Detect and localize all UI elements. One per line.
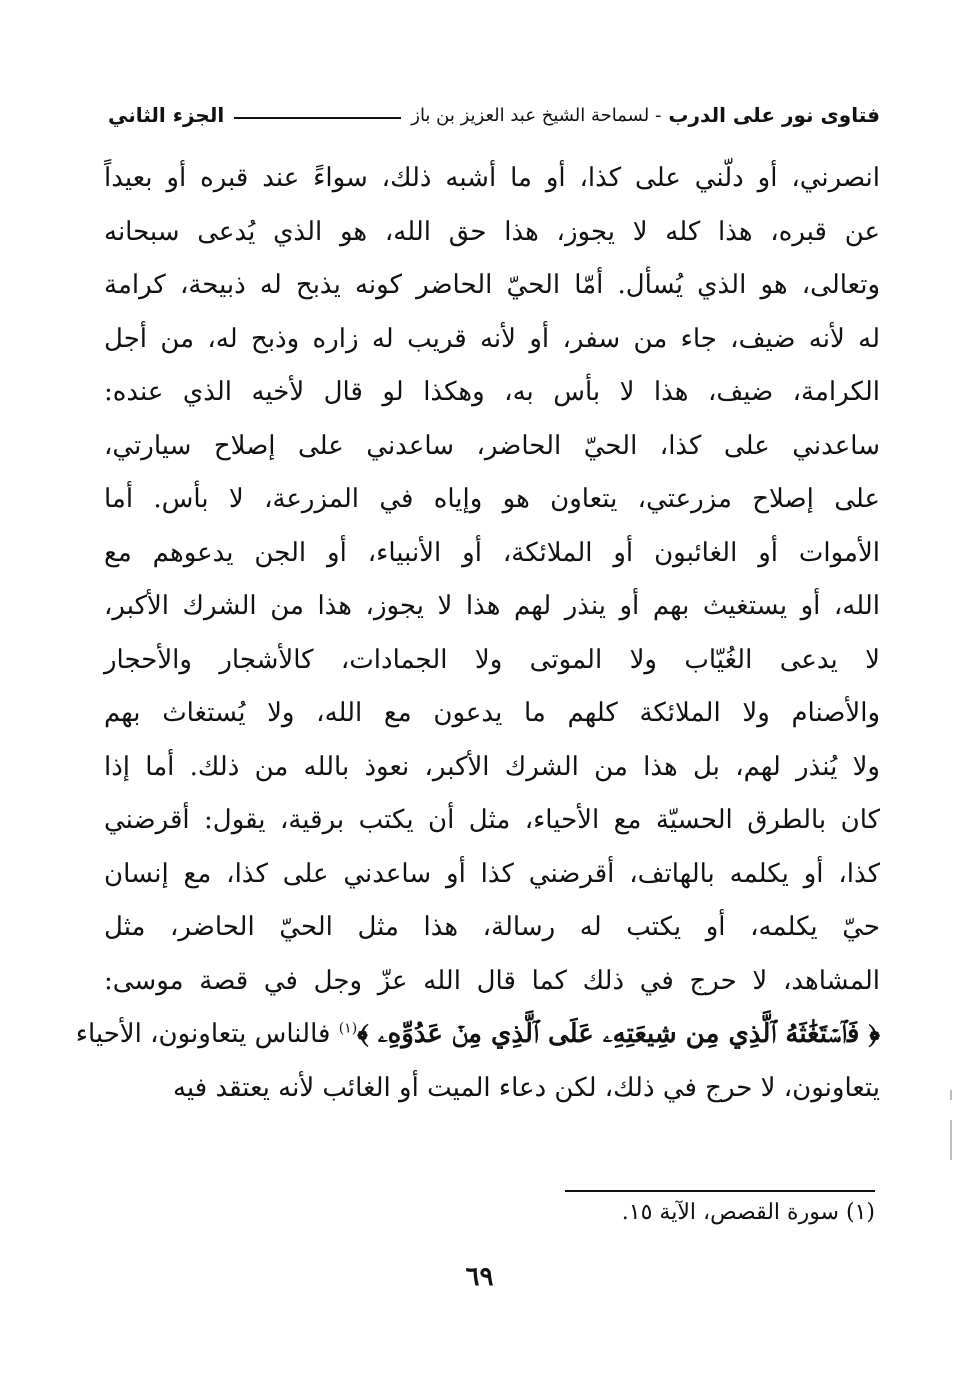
text-line: عن قبره، هذا كله لا يجوز، هذا حق الله، هو الذي يُدعى سبحانه (104, 216, 880, 247)
text-line: والأصنام ولا الملائكة كلهم ما يدعون مع الله، ولا يُستغاث بهم (104, 698, 880, 728)
text-line: ولا يُنذر لهم، بل هذا من الشرك الأكبر، نعوذ بالله من ذلك. أما إذا (104, 751, 880, 782)
text-line: انصرني، أو دلّني على كذا، أو ما أشبه ذلك، سواءً عند قبره أو بعيداً (104, 163, 880, 193)
scan-edge-mark (950, 1090, 952, 1100)
text-line: لا يدعى الغُيّاب ولا الموتى ولا الجمادات، كالأشجار والأحجار (104, 644, 880, 675)
author-name: - لسماحة الشيخ عبد العزيز بن باز (411, 104, 662, 126)
text-line: وتعالى، هو الذي يُسأل. أمّا الحيّ الحاضر كونه يذبح له ذبيحة، كرامة (104, 270, 880, 300)
text-line: ساعدني على كذا، الحيّ الحاضر، ساعدني على إصلاح سيارتي، (104, 430, 880, 461)
text-line: كان بالطرق الحسيّة مع الأحياء، مثل أن يكتب برقية، يقول: أقرضني (104, 805, 880, 835)
text-line: الأموات أو الغائبون أو الملائكة، أو الأنبياء، أو الجن يدعوهم مع (104, 537, 880, 568)
quran-verse-line (75, 1008, 880, 1062)
footnote-ref: (١) (338, 1020, 358, 1037)
header-rule (234, 117, 401, 119)
text-line: على إصلاح مزرعتي، يتعاون هو وإياه في المزرعة، لا بأس. أما (104, 484, 880, 514)
scan-edge-mark (950, 1120, 952, 1160)
footnote: (١) سورة القصص، الآية ١٥. (621, 1200, 875, 1225)
text-line: يتعاونون، لا حرج في ذلك، لكن دعاء الميت أو الغائب لأنه يعتقد فيه (172, 1072, 880, 1103)
volume-label: الجزء الثاني (108, 103, 225, 127)
text-line: كذا، أو يكلمه بالهاتف، أقرضني كذا أو ساعدني على كذا، مع إنسان (104, 858, 880, 889)
running-header (108, 96, 880, 134)
quran-verse: ﴿ فَٱسۡتَغَٰثَهُ ٱلَّذِي مِن شِيعَتِهِۦ عَلَى ٱلَّذِي مِنۡ عَدُوِّهِۦ ﴾ (357, 1019, 880, 1049)
text-line: حيّ يكلمه، أو يكتب له رسالة، هذا مثل الحيّ الحاضر، مثل (104, 912, 880, 942)
book-title: فتاوى نور على الدرب (668, 103, 880, 127)
text-line: المشاهد، لا حرج في ذلك كما قال الله عزّ وجل في قصة موسى: (104, 965, 880, 996)
page-number: ٦٩ (465, 1262, 494, 1292)
text-line: الله، أو يستغيث بهم أو ينذر لهم هذا لا يجوز، هذا من الشرك الأكبر، (104, 591, 880, 621)
main-text (75, 152, 880, 1115)
text-line: الكرامة، ضيف، هذا لا بأس به، وهكذا لو قال لأخيه الذي عنده: (104, 377, 880, 407)
footnote-separator (565, 1190, 875, 1192)
verse-continuation: فالناس يتعاونون، الأحياء (75, 1019, 331, 1049)
text-line: له لأنه ضيف، جاء من سفر، أو لأنه قريب له زاره وذبح له، من أجل (104, 323, 880, 354)
